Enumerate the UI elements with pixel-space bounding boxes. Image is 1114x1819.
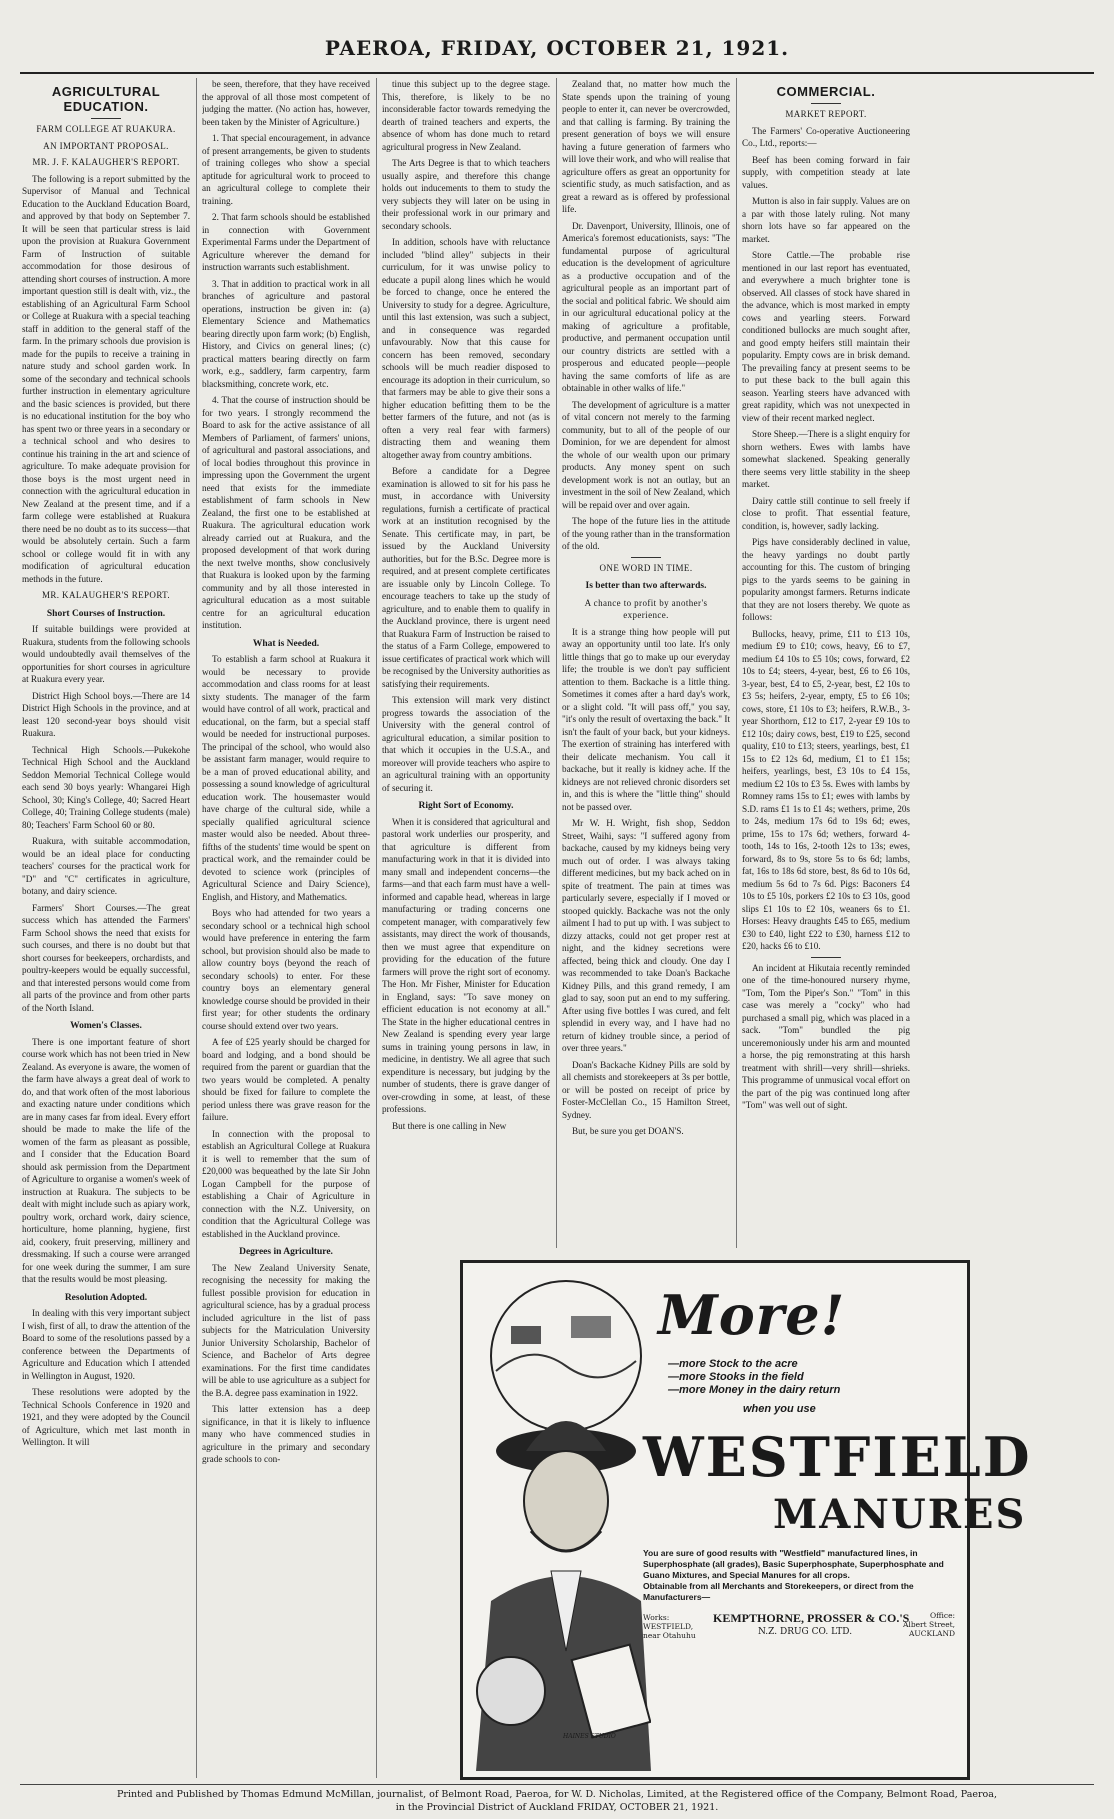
column-rule — [376, 78, 377, 1778]
paragraph: These resolutions were adopted by the Technical Schools Conference in 1920 and 1921, and they were adopted by the Council of Agriculture, which met last month in Wellington. It will — [22, 1387, 190, 1447]
section-heading: Is better than two afterwards. — [585, 581, 707, 591]
ad-fine-print-line: You are sure of good results with "Westfield" manufactured lines, in Superphosphate (all grades), Basic Superphosphate, Superphosphate and Guano Mixtures, and Special Manures for all crops. — [643, 1548, 944, 1580]
column-2 — [202, 78, 370, 1778]
column-4 — [562, 78, 730, 1248]
subheading: MR. KALAUGHER'S REPORT. — [41, 590, 171, 600]
masthead: PAEROA, FRIDAY, OCTOBER 21, 1921. — [324, 36, 790, 60]
paragraph: Mutton is also in fair supply. Values are on a par with those lately ruling. Not many shorn lots have so far appeared on the market. — [742, 196, 910, 244]
paragraph: Dairy cattle still continue to sell freely if close to profit. That essential feature, condition, is, however, sadly lacking. — [742, 495, 910, 531]
paragraph: 3. That in addition to practical work in all branches of agriculture and pastoral operations, instruction be given in: (a) Elementary Science and Mathematics bearing directly upon farm work; (b) English, History, and Civics on general lines; (c) practical matters bearing directly on farm work, e.g., saddlery, farm carpentry, farm blacksmithing, concrete work, etc. — [202, 278, 370, 389]
company-subname: N.Z. DRUG CO. LTD. — [758, 1627, 853, 1637]
paragraph: There is one important feature of short course work which has not been tried in New Zealand. As everyone is aware, the women of the farm have always a great deal of work to do, and that work often of the most laborious and exacting nature under conditions which are in many cases far from ideal. Every effort should be made to make the life of the women of the farm as pleasant as possible, and I consider that the Education Board should ask permission from the Department of Agriculture to organise a women's week of instruction at Ruakura. The subjects to be dealt with might include such as apiary work, poultry work, orchard work, dairy science, horticulture, home planning, hygiene, first aid, cookery, fruit preserving, millinery and dressmaking. If such a course were arranged for one week during the summer, I am sure that the results would be most pleasing. — [22, 1036, 190, 1284]
section-heading: Resolution Adopted. — [64, 1292, 148, 1303]
paragraph: 2. That farm schools should be established in connection with Government Experimental Farms under the Department of Agriculture wherever the demand for instruction warrants such establishment. — [202, 212, 370, 272]
paragraph: tinue this subject up to the degree stage. This, therefore, is likely to be no inconsiderable factor towards remedying the dearth of trained teachers and experts, the absence of whom has done much to retard agricultural progress in New Zealand. — [382, 79, 550, 152]
paragraph: When it is considered that agricultural and pastoral work underlies our prosperity, and that agriculture is different from manufacturing work in that it is divided into many small and independent concerns—the farms—and that each farm must have a well-informed and capable head, whereas in large manufacturing or trading concerns one competent manager, with comparatively few assistants, may direct the work of thousands, then we must agree that expenditure on providing for the education of the future farmers will prove the right sort of economy. The Hon. Mr Fisher, Minister for Education in England, says: "To save money on efficient education is not economy at all." The State in the higher educational centres in New Zealand is spending every year large sums in training young persons in law, in medicine, in dentistry. We all agree that such expenditure is necessary, but judging by the number of students, there is grave danger of over-crowding in some, at least, of these professions. — [382, 816, 550, 1114]
ad-bullet: — more Stooks in the field — [668, 1371, 840, 1384]
section-heading: Short Courses of Instruction. — [46, 608, 166, 619]
paragraph: This latter extension has a deep significance, in that it is likely to influence many who have commenced studies in agriculture in the primary and secondary grade schools to con- — [202, 1404, 370, 1464]
paragraph: But there is one calling in New — [392, 1120, 507, 1131]
paragraph: be seen, therefore, that they have received the approval of all those most competent of judging the matter. (No action has, however, been taken by the Minister of Agriculture.) — [202, 79, 370, 127]
ad-bullet-list — [668, 1358, 840, 1397]
office-address — [903, 1611, 955, 1638]
column-commercial — [742, 78, 910, 1248]
paragraph: But, be sure you get DOAN'S. — [572, 1126, 684, 1136]
office-label: Office: — [930, 1611, 956, 1620]
section-heading: What is Needed. — [252, 638, 320, 649]
column-3 — [382, 78, 550, 1248]
ad-bullet: — more Money in the dairy return — [668, 1384, 840, 1397]
section-heading: Degrees in Agriculture. — [239, 1247, 333, 1257]
column-rule — [556, 78, 557, 1248]
brand-name: WESTFIELD — [643, 1425, 1032, 1489]
paragraph: Ruakura, with suitable accommodation, would be an ideal place for conducting teachers' courses for the practical work for "D" and "C" certificates in agriculture, botany, and dairy science. — [22, 836, 190, 896]
subheading: AN IMPORTANT PROPOSAL. — [43, 140, 169, 151]
paragraph: Mr W. H. Wright, fish shop, Seddon Street, Waihi, says: "I suffered agony from backache, caused by my kidneys being very much out of order. I was always taking different medicines, but my back ached on in spite of treatment. The pain at times was particularly severe, especially if I moved or stooped quickly. Backache was not the only ailment I had to put up with. I was subject to dizzy attacks, could not get proper rest at night, and the kidney secretions were affected, being thick and cloudy. One day I was recommended to take Doan's Backache Kidney Pills, and this grand remedy, I am glad to say, soon put an end to my suffering. After using five bottles I was cured, and felt splendid in every way, and I have had no return of kidney trouble since, a period of over three years." — [562, 818, 730, 1053]
ad-headline: More! — [658, 1283, 846, 1347]
paragraph: Store Sheep.—There is a slight enquiry for shorn wethers. Ewes with lambs have somewhat slackened. Speaking generally there seems very little stability in the sheep market. — [742, 429, 910, 489]
paragraph: Beef has been coming forward in fair supply, with competition steady at late values. — [742, 154, 910, 190]
paragraph: Farmers' Short Courses.—The great success which has attended the Farmers' Farm School shows the need that exists for such courses, and there is no doubt but that short courses for beekeepers, orchardists, and poultry-keepers would be equally successful, and that interested persons would come from all parts of the province and from other parts of the North Island. — [22, 902, 190, 1013]
paragraph: The following is a report submitted by the Supervisor of Manual and Technical Education to the Auckland Education Board, and approved by that body on September 7. It will be seen that particular stress is laid upon the provision at Ruakura Government Farm of Instruction of suitable accommodation for those desirous of attending short courses of instruction. A more important question still is dealt with, viz., the establishing of an Agricultural Farm School or College at Ruakura with a special teaching staff in addition to the general staff of the farm. In the primary schools due provision is made for the pupils to receive a training in nature study and school garden work. In some of the secondary and technical schools further instruction in elementary agriculture and the basic sciences is provided, but there is no educational institution for the boy who has spent two or three years in a secondary or a technical school and who desires to continue his training in the art and science of agriculture. To make adequate provision for those boys is the most urgent need in connection with the agricultural education in New Zealand at the present time, and if a farm college were established at Ruakura there need be no doubt as to its success—that would be absolutely certain. Such a farm school or college would fit in with any modification of agricultural education methods in the future. — [22, 173, 190, 584]
paragraph: The Farmers' Co-operative Auctioneering Co., Ltd., reports:— — [742, 125, 910, 148]
paragraph: In connection with the proposal to establish an Agricultural College at Ruakura it is well to remember that the sum of £20,000 was bequeathed by the late Sir John Logan Campbell for the purpose of establishing a Chair of Agriculture in connection with the N.Z. University, on condition that the Agricultural College was established in the Auckland province. — [202, 1128, 370, 1239]
farmer-illustration — [471, 1271, 651, 1771]
paragraph: If suitable buildings were provided at Ruakura, students from the following schools would undoubtedly avail themselves of the opportunities for short courses in agriculture at Ruakura every year. — [22, 624, 190, 684]
paragraph: 1. That special encouragement, in advance of present arrangements, be given to students of training colleges who show a special aptitude for agricultural work to proceed to an agricultural college to complete their training. — [202, 133, 370, 206]
section-heading: Women's Classes. — [70, 1021, 142, 1031]
separator — [811, 957, 841, 958]
section-heading: Right Sort of Economy. — [418, 801, 514, 811]
paragraph: Technical High Schools.—Pukekohe Technical High School and the Auckland Seddon Memorial Technical College would each send 30 boys yearly: Whangarei High School, 30; King's College, 40; Sacred Heart College, 40; Training College students (male) 80; Teachers' Farm School 60 or 80. — [22, 744, 190, 830]
office-city: AUCKLAND — [909, 1629, 956, 1638]
works-place: WESTFIELD, — [643, 1622, 694, 1631]
paragraph: Pigs have considerably declined in value, the heavy yardings no doubt partly accounting for this. The custom of bringing pigs to the yards seems to be gaining in popularity amongst farmers. Returns indicate that they are not losers thereby. We quote as follows: — [742, 537, 910, 622]
subheading: A chance to profit by another's experience. — [584, 597, 708, 620]
column-agricultural-education — [22, 78, 190, 1778]
works-label: Works: — [643, 1613, 670, 1622]
column-rule — [736, 78, 737, 1248]
subheading: MARKET REPORT. — [785, 109, 867, 119]
imprint-line: in the Provincial District of Auckland FRIDAY, OCTOBER 21, 1921. — [395, 1802, 719, 1813]
office-street: Albert Street, — [903, 1620, 956, 1629]
paragraph: Before a candidate for a Degree examination is allowed to sit for his pass he must, in accordance with University regulations, furnish a certificate of practical work at an institution recognised by the Senate. This certificate may, in part, be issued by the Auckland University authorities, but for the B.Sc. Degree more is required, and at present complete certificates are issuable only by Lincoln College. To encourage teachers to take up the study of agriculture, and to enable them to qualify in the Auckland province, there is urgent need that Ruakura Farm of Instruction be raised to the status of a Farm College, empowered to issue certificates of practical work which will be recognised by the University authorities as satisfying their requirements. — [382, 466, 550, 689]
paragraph: The development of agriculture is a matter of vital concern not merely to the farming community, but to all of the people of our Dominion, for we are dependent for almost the whole of our wealth upon our primary products. Any money spent on such development work is not an outlay, but an investment in the soil of New Zealand, which will be repaid over and over again. — [562, 399, 730, 510]
separator — [811, 103, 841, 104]
paragraph: A fee of £25 yearly should be charged for board and lodging, and a bond should be required from the parent or guardian that the two years would be completed. A penalty should be fixed for failure to complete the period unless there was grave reason for the failure. — [202, 1037, 370, 1122]
subheading: MR. J. F. KALAUGHER'S REPORT. — [32, 157, 180, 167]
paragraph: An incident at Hikutaia recently reminded one of the time-honoured nursery rhyme, "Tom, Tom the Piper's Son." "Tom" in this case was merely a "cocky" who had purchased a small pig, which was placed in a sack. "Tom" bundled the pig unceremoniously under his arm and mounted a horse, the pig remonstrating at this harsh treatment with shrill—very shrill—shrieks. This programme of unmusical vocal effort on the part of the pig was continued long after "Tom" was well out of sight. — [742, 962, 910, 1110]
article-title: AGRICULTURAL EDUCATION. — [51, 84, 161, 114]
ad-bullet: — more Stock to the acre — [668, 1358, 840, 1371]
paragraph: This extension will mark very distinct progress towards the association of the University with the general control of agricultural education, a similar position to that which it occupies in the U.S.A., and moreover will provide teachers who aspire to an agricultural training with an opportunity of securing it. — [382, 695, 550, 793]
ad-fine-print-line: Obtainable from all Merchants and Storekeepers, or direct from the Manufacturers— — [643, 1581, 914, 1602]
paragraph: The Arts Degree is that to which teachers usually aspire, and therefore this change holds out inducements to them to study the very subjects they will later on be using in their professional work in our primary and secondary schools. — [382, 158, 550, 231]
paragraph: Bullocks, heavy, prime, £11 to £13 10s, medium £9 to £10; cows, heavy, £6 to £7, medium £4 10s to £5 10s; cows, forward, £2 10s to £4; steers, 4-year, best, £6 to £6 10s, 3-year, best, £4 to £5, 2-year, best, £2 10s to £3 5s; heifers, 2-year, empty, £5 to £6 10s; cows, store, £1 10s to £3; heifers, R.W.B., 3-year Shorthorn, £12 to £17, 2-year £9 10s to £12 10s; dairy cows, best, £19 to £25, second quality, £10 to £13; steers, yearlings, best, £1 15s to £2 12s 6d, medium, £1 to £1 15s; heifers, yearlings, best, £3 10s to £4 15s, medium £2 10s to £3 5s. Ewes with lambs by Romney rams 15s to £1; ewes with lambs by S.D. rams £1 1s to £1 4s; wethers, prime, 20s to 24s, medium 17s 6d to 19s 6d; ewes, prime, 15s to 17s 6d; wethers, forward 4-tooth, 14s to 16s, 2-tooth 12s to 13s; ewes, forward, 8s to 9s, store 5s to 6s 6d; lambs, fat, 16s to 18s 6d store, best, 8s 6d to 10s 6d, medium 5s 6d to 7s 6d. Pigs: Baconers £4 10s to £5 10s, porkers £2 10s to £3 10s, good slips £1 10s to £2 10s, weaners 6s to £1. Horses: Heavy draughts £45 to £65, medium £30 to £40, light £22 to £30, harness £12 to £20, hacks £6 to £10. — [742, 628, 910, 951]
paragraph: To establish a farm school at Ruakura it would be necessary to provide accommodation and class rooms for at least sixty students. The manager of the farm would have control of all work, practical and educational, on the farm, but a special staff would be needed for instructional purposes. The principal of the school, who would also be assistant farm manager, would require to be a man of proved educational ability, and possessing a sound knowledge of agricultural education work. The housemaster would have charge of the cultural side, while a specially qualified agricultural science master would also be needed. About three-fifths of the students' time would be spent on practical work, and the remainder could be devoted to science work (principles of Agricultural Science and Dairy Science), English, and History, and Mathematics. — [202, 654, 370, 902]
ad-tagline: when you use — [743, 1403, 816, 1415]
paragraph: Dr. Davenport, University, Illinois, one of America's foremost educationists, says: "The fundamental purpose of agricultural education is the development of agriculture as a productive occupation and of the agricultural people as an important part of the social and political fabric. We should aim in our agricultural educational policy at the making of agriculture a profitable, productive, and permanent occupation until our country districts are settled with a prosperous and educated people—people having the same comforts of life as are obtainable in other walks of life." — [562, 220, 730, 393]
paragraph: In addition, schools have with reluctance included "blind alley" subjects in their curriculum, for it was unwise policy to educate a pupil along lines which he would be forced to change, once he entered the University to study for a degree. Agriculture, until this last extension, was such a subject, and in consequence was regarded unfavourably. Now that this cause for concern has been removed, secondary schools will be much readier disposed to encourage its adoption in their curriculum, so that farmers may be able to give their sons a higher education befitting them to be the better farmers of the future, and not (as is often a very real fear with farmers) distracting them and weaning them altogether away from country ambitions. — [382, 237, 550, 460]
paragraph: Store Cattle.—The probable rise mentioned in our last report has eventuated, and everywhere a much brighter tone is observed. All classes of stock have shared in the advance, which is most marked in empty cows and yearling steers. Forward conditioned bullocks are much sought after, and good empty heifers still maintain their popularity. Empty cows are in brisk demand. The prevailing fancy at present seems to be to put these back to the bull again this season. Yearling steers have advanced with great rapidity, which was not unexpected in view of their recent marked neglect. — [742, 250, 910, 423]
works-address — [643, 1613, 696, 1640]
separator — [91, 118, 121, 119]
separator — [631, 557, 661, 558]
paragraph: Zealand that, no matter how much the State spends upon the training of young people to enter it, can never be overcrowded, and that calling is farming. By training the present generation of boys we will ensure having a future generation of farmers who will love their work, and who will realise that agriculture offers as great an opportunity for scientific study, as much satisfaction, and as great a reward as is offered by professional life. — [562, 79, 730, 214]
paragraph: In dealing with this very important subject I wish, first of all, to draw the attention of the Board to some of the resolutions passed by a conference between the Departments of Agriculture and Education which I attended in Wellington in August, 1920. — [22, 1308, 190, 1381]
westfield-manures-advertisement — [460, 1260, 1032, 1780]
masthead-rule — [20, 72, 1094, 74]
paragraph: It is a strange thing how people will put away an opportunity until too late. It's only little things that go to make up our everyday life; the trouble is we don't pay sufficient attention to them. Backache is a little thing. Sometimes it comes after a hard day's work, or a slight cold. "It will pass off," you say, "it's only the result of overtaxing the back." It isn't the fault of your back, but your kidneys. The exertion of straining has interfered with their delicate mechanism. You call it backache, but it really is kidney ache. If the kidneys are not relieved chronic disorders set in, and this is where the "little thing" should not be passed over. — [562, 626, 730, 812]
company-name: KEMPTHORNE, PROSSER & CO.'S — [713, 1611, 910, 1625]
paragraph: Doan's Backache Kidney Pills are sold by all chemists and storekeepers at 3s per bottle, or will be posted on receipt of price by Foster-McClellan Co., 15 Hamilton Street, Sydney. — [562, 1059, 730, 1120]
subheading: FARM COLLEGE AT RUAKURA. — [36, 124, 176, 134]
paragraph: Boys who had attended for two years a secondary school or a technical high school would have preference in entering the farm school, but provision should also be made to allow country boys (beyond the reach of secondary schools) to enter. For these country boys an elementary general knowledge course should be provided in their first year; for other students the ordinary course should extend over two years. — [202, 908, 370, 1031]
imprint-line: Printed and Published by Thomas Edmund McMillan, journalist, of Belmont Road, Paeroa, for W. D. Nicholas, Limited, at the Registered office of the Company, Belmont Road, Paeroa, — [117, 1789, 997, 1800]
article-title: COMMERCIAL. — [776, 84, 876, 99]
paragraph: District High School boys.—There are 14 District High Schools in the province, and at least 120 second-year boys should visit Ruakura. — [22, 690, 190, 738]
brand-product: MANURES — [773, 1491, 1027, 1538]
studio-credit: HAINES STUDIO — [563, 1733, 616, 1740]
paragraph: The hope of the future lies in the attitude of the young rather than in the transformation of the old. — [562, 516, 730, 551]
paragraph: 4. That the course of instruction should be for two years. I strongly recommend the Board to ask for the active assistance of all Members of Parliament, of farmers' unions, of agricultural and pastoral associations, and of local bodies throughout this province in impressing upon the Government the urgent need that exists for the immediate establishment of farm schools in New Zealand, the first one to be established at Ruakura. The agricultural education work already carried out at Ruakura, and the proposed development of that work during the next twelve months, show conclusively that Ruakura is looked upon by the farming community and by all those interested in agricultural education as a most suitable centre for an agricultural education institution. — [202, 395, 370, 630]
imprint-footer — [20, 1784, 1094, 1814]
section-heading: ONE WORD IN TIME. — [599, 562, 693, 573]
paragraph: The New Zealand University Senate, recognising the necessity for making the fullest possible provision for education in agricultural science, has by a gradual process included agriculture in the list of pass subjects for the Matriculation University Junior University Scholarship, Bachelor of Science, and Bachelor of Arts degree examinations. For the first time candidates will be able to use agriculture as a subject for the B.A. degree pass examination in 1922. — [202, 1262, 370, 1398]
works-near: near Otahuhu — [643, 1631, 696, 1640]
ad-fine-print — [643, 1548, 963, 1603]
column-rule — [196, 78, 197, 1778]
